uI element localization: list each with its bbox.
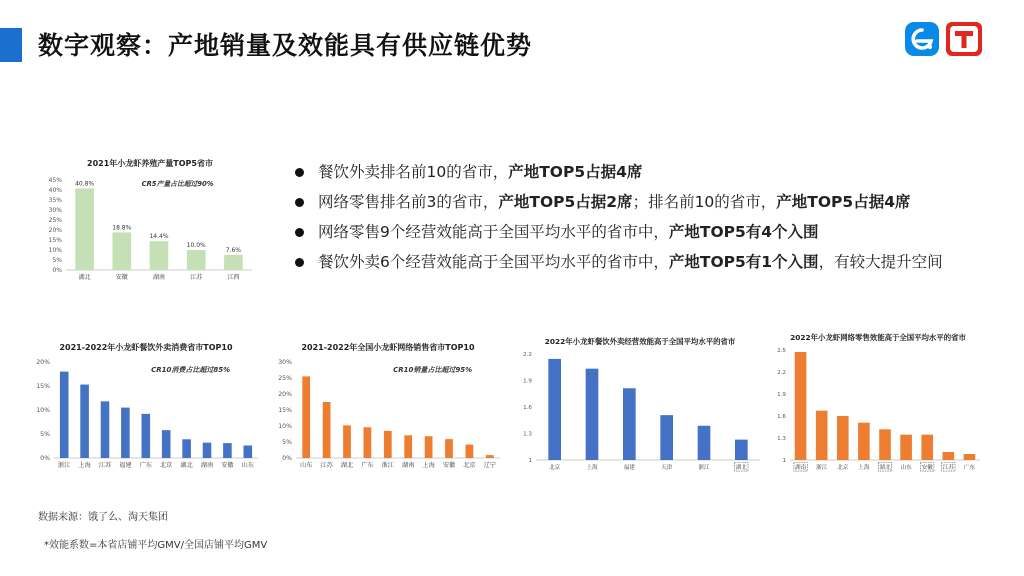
title-accent-bar xyxy=(0,28,22,62)
x-tick-label: 福建 xyxy=(119,462,132,469)
bar xyxy=(586,369,599,460)
x-tick-label: 北京 xyxy=(463,462,476,469)
x-tick-label: 江苏 xyxy=(98,462,112,469)
bar xyxy=(60,372,69,458)
bar xyxy=(698,426,711,460)
data-label: 10.0% xyxy=(186,242,206,249)
x-tick-label: 浙江 xyxy=(816,465,828,471)
x-tick-label: 山东 xyxy=(300,462,313,469)
chart-title: 2021-2022年小龙虾餐饮外卖消费省市TOP10 xyxy=(59,343,233,352)
x-tick-label: 上海 xyxy=(78,462,91,469)
y-tick-label: 5% xyxy=(52,257,62,264)
y-tick-label: 20% xyxy=(48,227,62,234)
bar xyxy=(964,454,976,460)
bar xyxy=(404,435,412,458)
x-tick-label: 浙江 xyxy=(698,465,710,471)
bar xyxy=(113,232,132,270)
bar xyxy=(75,188,94,270)
bullet-dot-icon xyxy=(295,228,304,237)
bar xyxy=(80,385,89,458)
y-tick-label: 20% xyxy=(36,359,50,366)
x-tick-label: 北京 xyxy=(160,462,173,469)
taotian-logo-icon xyxy=(946,22,982,56)
bar xyxy=(921,435,933,460)
y-tick-label: 30% xyxy=(48,207,62,214)
taotian-logo xyxy=(946,22,982,56)
x-tick-label: 江苏 xyxy=(942,465,954,471)
y-tick-label: 45% xyxy=(48,177,62,184)
y-tick-label: 10% xyxy=(278,423,292,430)
y-tick-label: 1.9 xyxy=(777,392,786,398)
bar xyxy=(343,425,351,458)
y-tick-label: 1 xyxy=(782,458,786,464)
page-title: 数字观察：产地销量及效能具有供应链优势 xyxy=(38,31,533,60)
bar xyxy=(623,388,636,460)
x-tick-label: 山东 xyxy=(241,462,254,469)
x-tick-label: 湖北 xyxy=(78,274,91,281)
bar xyxy=(162,430,171,458)
chart-annotation: CR5产量占比超过90% xyxy=(141,180,214,188)
data-label: 7.6% xyxy=(225,246,242,254)
bar xyxy=(223,443,232,458)
y-tick-label: 40% xyxy=(48,187,62,194)
x-tick-label: 天津 xyxy=(661,465,673,471)
x-tick-label: 湖南 xyxy=(402,462,415,469)
bar xyxy=(548,359,561,460)
bar xyxy=(244,446,253,458)
x-tick-label: 安徽 xyxy=(921,465,933,471)
key-findings-list xyxy=(292,162,1012,282)
x-tick-label: 山东 xyxy=(900,465,912,471)
x-tick-label: 湖南 xyxy=(794,465,807,471)
bar xyxy=(323,402,331,458)
bar xyxy=(900,435,912,460)
y-tick-label: 10% xyxy=(48,247,62,254)
y-tick-label: 1.3 xyxy=(523,431,532,438)
bar xyxy=(150,241,169,270)
chart-title: 2022年小龙虾餐饮外卖经营效能高于全国平均水平的省市 xyxy=(544,337,736,346)
bar xyxy=(101,401,110,458)
bullet-dot-icon xyxy=(295,198,304,207)
bar xyxy=(735,440,748,460)
x-tick-label: 北京 xyxy=(549,465,561,471)
y-tick-label: 20% xyxy=(278,391,292,398)
chart-annotation: CR10消费占比超过85% xyxy=(151,366,231,374)
bar xyxy=(384,431,392,458)
bar xyxy=(187,250,206,270)
bar xyxy=(816,411,828,460)
chart-online-sales-top10 xyxy=(270,336,506,476)
bar xyxy=(943,452,955,460)
bar xyxy=(879,429,891,460)
data-label: 18.8% xyxy=(112,224,132,232)
x-tick-label: 广东 xyxy=(139,462,152,469)
y-tick-label: 25% xyxy=(278,375,292,382)
x-tick-label: 江苏 xyxy=(320,462,333,469)
bullet-item xyxy=(292,192,1012,212)
x-tick-label: 上海 xyxy=(586,465,598,471)
y-tick-label: 0% xyxy=(52,267,62,274)
bar xyxy=(142,414,151,458)
data-source-note: 数据来源：饿了么、淘天集团 xyxy=(38,512,168,523)
x-tick-label: 安徽 xyxy=(221,462,234,469)
bar xyxy=(486,455,494,458)
x-tick-label: 湖南 xyxy=(200,462,214,469)
y-tick-label: 1 xyxy=(528,458,532,464)
x-tick-label: 安徽 xyxy=(442,462,456,469)
x-tick-label: 辽宁 xyxy=(483,462,496,469)
bar xyxy=(425,436,433,458)
bullet-item xyxy=(292,222,1012,242)
efficiency-formula-note: *效能系数=本省店铺平均GMV/全国店铺平均GMV xyxy=(44,540,268,551)
x-tick-label: 上海 xyxy=(422,462,435,469)
chart-title: 2022年小龙虾网络零售效能高于全国平均水平的省市 xyxy=(790,333,966,342)
y-tick-label: 15% xyxy=(36,383,50,390)
chart-retail-efficiency xyxy=(770,326,986,476)
bullet-text: 餐饮外卖排名前10的省市，产地TOP5占据4席 xyxy=(318,163,643,181)
chart-food-delivery-top10 xyxy=(28,336,264,476)
x-tick-label: 湖南 xyxy=(152,274,166,281)
x-tick-label: 湖北 xyxy=(340,462,354,469)
bullet-item xyxy=(292,252,1012,272)
x-tick-label: 浙江 xyxy=(58,462,71,469)
chart-crayfish-production-top5 xyxy=(40,152,260,292)
y-tick-label: 0% xyxy=(282,455,292,462)
x-tick-label: 江苏 xyxy=(190,274,203,281)
x-tick-label: 北京 xyxy=(837,465,849,471)
bar xyxy=(302,376,310,458)
y-tick-label: 1.6 xyxy=(523,405,532,411)
y-tick-label: 1.9 xyxy=(523,378,532,385)
y-tick-label: 1.3 xyxy=(777,436,786,442)
x-tick-label: 上海 xyxy=(858,465,870,471)
bullet-text: 网络零售9个经营效能高于全国平均水平的省市中，产地TOP5有4个入围 xyxy=(318,223,819,241)
chart-title: 2021年小龙虾养殖产量TOP5省市 xyxy=(87,159,213,168)
x-tick-label: 福建 xyxy=(623,465,635,471)
bullet-text: 餐饮外卖6个经营效能高于全国平均水平的省市中，产地TOP5有1个入围，有较大提升空间 xyxy=(318,253,943,271)
y-tick-label: 15% xyxy=(278,407,292,414)
y-tick-label: 2.2 xyxy=(777,370,786,376)
x-tick-label: 江西 xyxy=(227,274,240,281)
y-tick-label: 10% xyxy=(36,407,50,414)
eleme-logo xyxy=(905,22,939,56)
bar xyxy=(466,445,474,458)
y-tick-label: 15% xyxy=(48,237,62,244)
x-tick-label: 浙江 xyxy=(381,462,394,469)
x-tick-label: 安徽 xyxy=(115,274,128,281)
bullet-item xyxy=(292,162,1012,182)
y-tick-label: 2.2 xyxy=(523,352,532,358)
bar xyxy=(445,439,453,458)
y-tick-label: 35% xyxy=(48,197,62,204)
x-tick-label: 湖北 xyxy=(180,462,193,469)
data-label: 14.4% xyxy=(149,233,169,241)
bar xyxy=(837,416,849,460)
y-tick-label: 1.6 xyxy=(777,414,786,420)
x-tick-label: 湖北 xyxy=(879,465,891,471)
y-tick-label: 0% xyxy=(40,455,50,462)
data-label: 40.8% xyxy=(75,180,95,188)
x-tick-label: 广东 xyxy=(361,462,374,469)
bullet-text: 网络零售排名前3的省市，产地TOP5占据2席；排名前10的省市，产地TOP5占据4席 xyxy=(318,193,911,211)
bullet-dot-icon xyxy=(295,168,304,177)
x-tick-label: 广东 xyxy=(963,465,976,471)
x-tick-label: 湖北 xyxy=(735,465,747,471)
bar xyxy=(660,415,673,460)
bar xyxy=(203,443,212,458)
bar xyxy=(795,352,807,460)
chart-delivery-efficiency xyxy=(512,330,768,476)
y-tick-label: 30% xyxy=(278,359,292,366)
y-tick-label: 25% xyxy=(48,217,62,224)
y-tick-label: 5% xyxy=(282,439,292,446)
bullet-dot-icon xyxy=(295,258,304,267)
y-tick-label: 5% xyxy=(40,431,50,438)
y-tick-label: 2.5 xyxy=(777,348,786,354)
bar xyxy=(182,439,191,458)
eleme-logo-icon xyxy=(905,22,939,56)
bar xyxy=(858,423,870,460)
chart-annotation: CR10销量占比超过95% xyxy=(393,366,473,374)
bar xyxy=(224,255,243,270)
bar xyxy=(121,408,130,458)
bar xyxy=(364,427,372,458)
chart-title: 2021-2022年全国小龙虾网络销售省市TOP10 xyxy=(301,343,475,352)
